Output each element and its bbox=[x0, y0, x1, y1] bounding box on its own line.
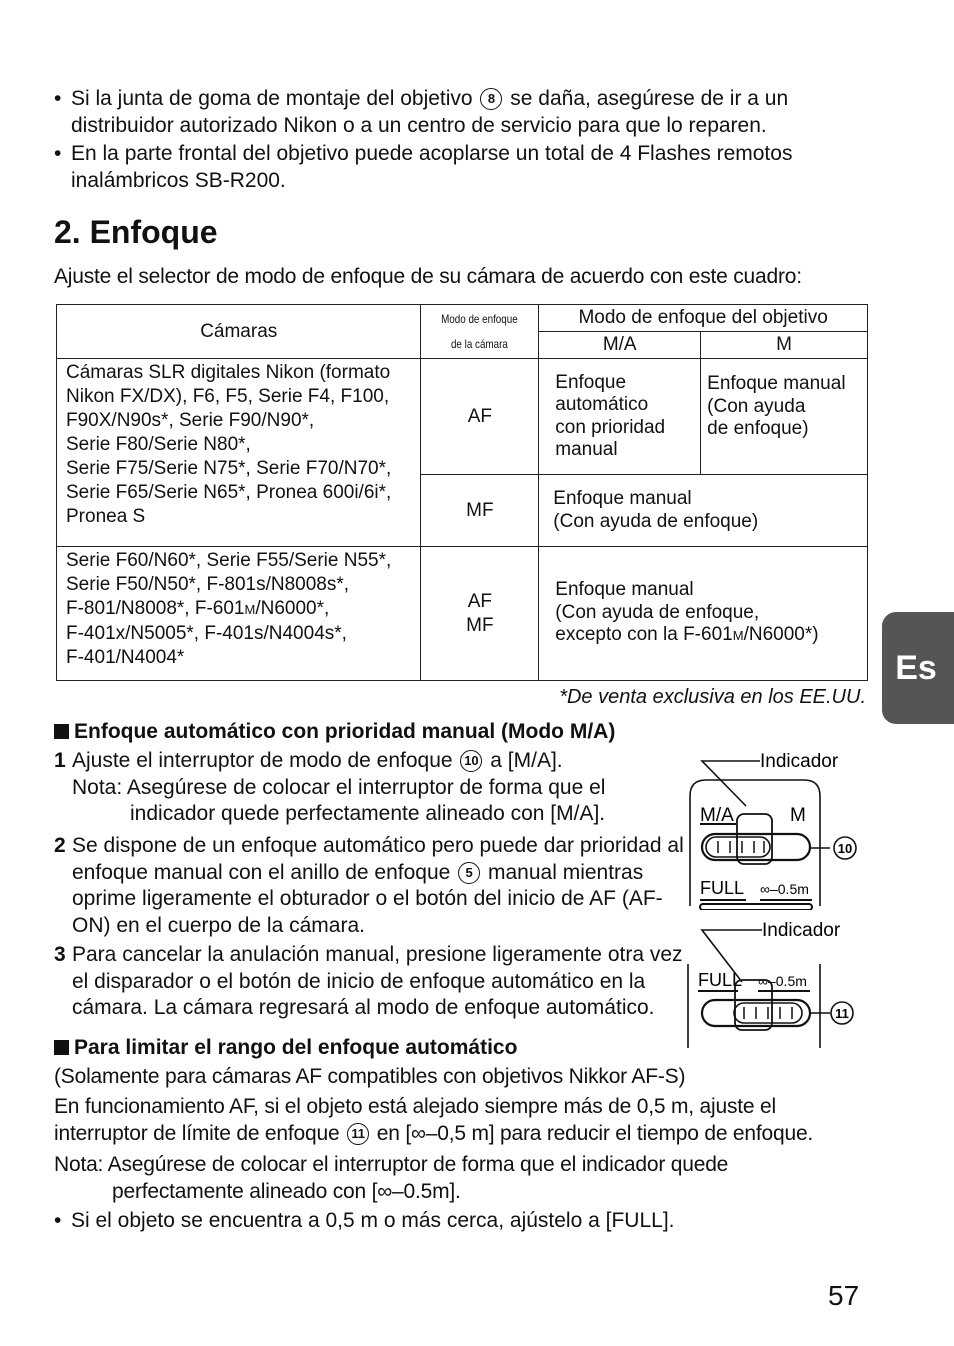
section-title: 2. Enfoque bbox=[54, 214, 218, 250]
step-2: 2 Se dispone de un enfoque automático pero puede dar prioridad al enfoque manual con el anillo de enfoque 5 manual mientras oprime ligeramente el obturador o el botón del inicio de AF (AF-ON) en el cuerpo de la cámara. bbox=[54, 834, 684, 937]
bullet-dot: • bbox=[54, 142, 62, 165]
cell-mode-af: AF bbox=[421, 359, 539, 475]
ref-circle-11: 11 bbox=[347, 1123, 369, 1145]
cell-lens-group2: Enfoque manual (Con ayuda de enfoque, excepto con la F-601M/N6000*) bbox=[539, 547, 868, 681]
bullet-dot: • bbox=[54, 1209, 62, 1232]
header-m: M bbox=[701, 332, 868, 359]
switch-label-range: ∞–0.5m bbox=[758, 973, 807, 989]
header-lens-mode: Modo de enfoque del objetivo bbox=[539, 305, 868, 332]
square-bullet-icon bbox=[54, 1040, 69, 1055]
bullet-text: Si el objeto se encuentra a 0,5 m o más cerca, ajústelo a [FULL]. bbox=[71, 1209, 675, 1232]
switch-label-full: FULL bbox=[698, 970, 743, 990]
header-cameras: Cámaras bbox=[57, 305, 421, 359]
page-number: 57 bbox=[828, 1280, 860, 1311]
header-camera-mode: Modo de enfoque de la cámara bbox=[421, 305, 539, 359]
focus-mode-switch-diagram bbox=[684, 744, 864, 910]
indicator-label: Indicador bbox=[762, 920, 841, 941]
cell-lens-mf: Enfoque manual (Con ayuda de enfoque) bbox=[539, 475, 868, 547]
bullet-text-before: Si la junta de goma de montaje del objetivo bbox=[71, 87, 473, 110]
switch-label-m: M bbox=[790, 805, 806, 826]
bullet-dot: • bbox=[54, 87, 62, 110]
cell-cameras-group1: Cámaras SLR digitales Nikon (formato Nikon FX/DX), F6, F5, Serie F4, F100, F90X/N90s*, Serie F90/N90*, Serie F80/Serie N80*, Serie F75/Serie N75*, Serie F70/N70*, Serie F65/Serie N65*, Pronea 600i/6i*, Pronea S bbox=[57, 359, 421, 547]
bullet-sb-r200 bbox=[54, 141, 844, 194]
cell-mode-mf: MF bbox=[421, 475, 539, 547]
subsection-note: (Solamente para cámaras AF compatibles con objetivos Nikkor AF-S) bbox=[54, 1065, 686, 1088]
ref-circle-8: 8 bbox=[480, 88, 502, 110]
cell-m-af: Enfoque manual (Con ayuda de enfoque) bbox=[701, 359, 868, 475]
indicator-label: Indicador bbox=[760, 751, 839, 772]
cell-ma-af: Enfoque automático con prioridad manual bbox=[539, 359, 701, 475]
switch-label-ma: M/A bbox=[700, 805, 734, 826]
bullet-lens-mount-gasket bbox=[54, 86, 844, 139]
focus-mode-table bbox=[56, 304, 868, 681]
step-number: 3 bbox=[54, 943, 66, 966]
callout-10: 10 bbox=[837, 841, 853, 856]
bullet-full bbox=[54, 1208, 844, 1235]
footnote: *De venta exclusiva en los EE.UU. bbox=[559, 686, 866, 708]
step1-nota: Nota: Asegúrese de colocar el interruptor de forma que el indicador quede perfectamente alineado con [M/A]. bbox=[72, 775, 606, 825]
cell-cameras-group2: Serie F60/N60*, Serie F55/Serie N55*, Serie F50/N50*, F-801s/N8008s*, F-801/N8008*, F-601M/N6000*, F-401x/N5005*, F-401s/N4004s*, F-401/N4004* bbox=[57, 547, 421, 681]
step-number: 1 bbox=[54, 749, 66, 772]
intro-text: Ajuste el selector de modo de enfoque de su cámara de acuerdo con este cuadro: bbox=[54, 265, 802, 288]
bullet-text-after: se daña, asegúrese de ir a un distribuidor autorizado Nikon o a un centro de servicio para que lo reparen. bbox=[71, 87, 789, 137]
limit-paragraph: En funcionamiento AF, si el objeto está alejado siempre más de 0,5 m, ajuste el interruptor de límite de enfoque 11 en [∞–0,5 m] para reducir el tiempo de enfoque. bbox=[54, 1095, 814, 1145]
step-number: 2 bbox=[54, 834, 66, 857]
callout-11: 11 bbox=[835, 1006, 849, 1021]
language-tab: Es bbox=[882, 612, 954, 724]
subsection-title-limit: Para limitar el rango del enfoque automático bbox=[54, 1036, 517, 1060]
focus-limit-switch-diagram bbox=[684, 912, 864, 1052]
limit-nota: Nota: Asegúrese de colocar el interruptor de forma que el indicador quede perfectamente alineado con [∞–0.5m]. bbox=[54, 1153, 729, 1203]
step-1: 1 Ajuste el interruptor de modo de enfoque 10 a [M/A]. Nota: Asegúrese de colocar el interruptor de forma que el indicador quede perfectamente alineado con [M/A]. bbox=[54, 748, 694, 828]
header-ma: M/A bbox=[539, 332, 701, 359]
ref-circle-5: 5 bbox=[458, 862, 480, 884]
bullet-text: En la parte frontal del objetivo puede acoplarse un total de 4 Flashes remotos inalámbricos SB-R200. bbox=[71, 142, 793, 192]
fig1-range-label: ∞–0.5m bbox=[760, 881, 809, 897]
square-bullet-icon bbox=[54, 724, 69, 739]
fig1-full-label: FULL bbox=[700, 878, 745, 898]
subsection-title-ma: Enfoque automático con prioridad manual (Modo M/A) bbox=[54, 720, 615, 744]
cell-mode-afmf: AF MF bbox=[421, 547, 539, 681]
ref-circle-10: 10 bbox=[460, 750, 482, 772]
step-3: 3 Para cancelar la anulación manual, presione ligeramente otra vez el disparador o el botón de inicio de enfoque automático en la cámara. La cámara regresará al modo de enfoque automático. bbox=[54, 943, 683, 1019]
